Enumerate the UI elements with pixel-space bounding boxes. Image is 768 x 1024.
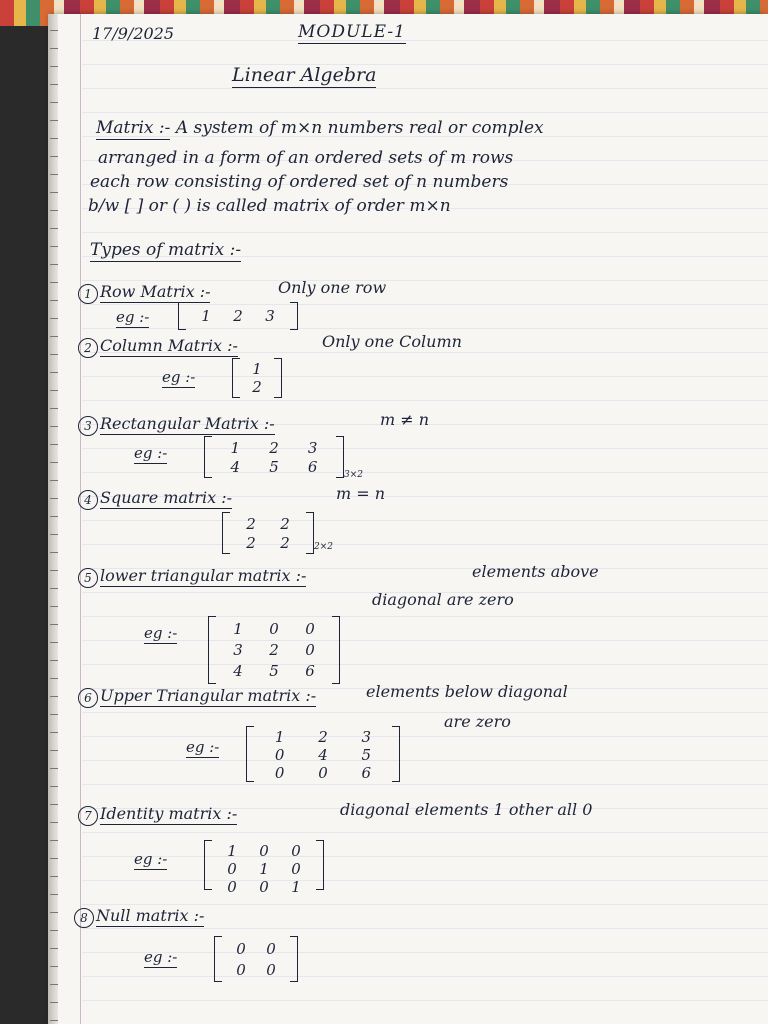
matrix-cell: 0 [227,860,237,878]
matrix-left-bracket [204,840,212,890]
example-label: eg :- [144,948,178,966]
binding-tick [50,282,58,283]
matrix-cell: 0 [236,960,246,979]
matrix-cell: 0 [274,746,285,764]
matrix-right-bracket [336,436,344,478]
ruled-line [82,952,768,953]
type-description-continued: diagonal are zero [372,590,514,609]
matrix-right-bracket [316,840,324,890]
example-label: eg :- [134,444,168,462]
matrix-cell: 2 [233,307,243,325]
binding-tick [50,732,58,733]
binding-tick [50,48,58,49]
matrix-left-bracket [232,358,240,398]
matrix-cells [234,514,302,552]
binding-tick [50,444,58,445]
binding-tick [50,642,58,643]
binding-tick [50,498,58,499]
binding-tick [50,264,58,265]
example-label: eg :- [134,850,168,868]
ruled-line [82,544,768,545]
binding-tick [50,570,58,571]
binding-tick [50,948,58,949]
matrix-left-bracket [222,512,230,554]
binding-tick [50,246,58,247]
matrix-cell: 0 [259,878,269,896]
binding-tick [50,840,58,841]
ruled-line [82,1000,768,1001]
matrix-cell: 1 [291,878,301,896]
type-description-continued: are zero [444,712,511,731]
matrix-cell: 5 [269,457,279,476]
date-text: 17/9/2025 [92,24,175,43]
binding-tick [50,930,58,931]
matrix-cells [220,618,328,682]
type-name: Row Matrix :- [100,282,211,301]
matrix-cell: 0 [305,640,315,659]
binding-tick [50,786,58,787]
matrix-cells [244,360,270,396]
matrix-cell: 2 [280,514,290,533]
definition-line-1: Matrix :- A system of m×n numbers real or complex [96,118,544,138]
binding-tick [50,138,58,139]
binding-tick [50,66,58,67]
binding-tick [50,894,58,895]
matrix-order-subscript: 2×2 [314,542,333,552]
type-description: elements below diagonal [366,682,568,701]
binding-tick [50,462,58,463]
binding-tick [50,336,58,337]
binding-tick [50,174,58,175]
matrix-cell: 5 [361,746,372,764]
ruled-line [82,664,768,665]
binding-tick [50,408,58,409]
example-matrix [204,436,344,478]
matrix-cell: 2 [246,514,256,533]
binding-tick [50,534,58,535]
definition-line-4: b/w [ ] or ( ) is called matrix of order m×n [88,196,451,216]
matrix-right-bracket [274,358,282,398]
matrix-cell: 2 [318,728,328,746]
binding-tick [50,750,58,751]
matrix-cell: 5 [269,662,279,681]
binding-tick [50,588,58,589]
matrix-cell: 3 [307,438,318,457]
binding-tick [50,804,58,805]
binding-tick [50,660,58,661]
matrix-cell: 2 [252,378,262,396]
ruled-line [82,616,768,617]
binding-tick [50,84,58,85]
matrix-cell: 4 [230,457,241,476]
binding-tick [50,390,58,391]
example-matrix [214,936,298,982]
matrix-order-subscript: 3×2 [344,470,363,480]
matrix-cell: 0 [236,939,246,958]
type-name: Identity matrix :- [100,804,238,823]
binding-tick [50,120,58,121]
ruled-line [82,928,768,929]
matrix-left-bracket [178,302,186,330]
example-matrix [222,512,314,554]
type-number-badge: 1 [78,284,98,304]
binding-tick [50,1020,58,1021]
subject-title: Linear Algebra [232,64,377,86]
example-matrix [204,840,324,896]
binding-tick [50,606,58,607]
ruled-line [82,280,768,281]
type-name: lower triangular matrix :- [100,566,307,585]
notebook-binding [48,14,58,1024]
matrix-cell: 2 [269,438,279,457]
module-title: MODULE-1 [298,22,406,42]
binding-tick [50,318,58,319]
matrix-cell: 0 [227,878,237,896]
definition-line-2: arranged in a form of an ordered sets of m rows [98,148,514,168]
type-number-badge: 7 [78,806,98,826]
ruled-line [82,904,768,905]
ruled-line [82,640,768,641]
matrix-cell: 1 [230,438,241,457]
margin-line [80,14,81,1024]
matrix-cell: 0 [259,842,269,860]
matrix-cell: 6 [361,764,372,782]
matrix-cells [190,304,286,328]
matrix-cell: 1 [252,360,262,378]
matrix-cell: 0 [266,939,276,958]
binding-tick [50,552,58,553]
type-name: Upper Triangular matrix :- [100,686,317,705]
binding-tick [50,372,58,373]
binding-tick [50,426,58,427]
matrix-cell: 1 [233,619,243,638]
matrix-left-bracket [214,936,222,982]
ruled-line [82,112,768,113]
matrix-cells [216,842,312,896]
ruled-line [82,856,768,857]
matrix-right-bracket [332,616,340,684]
matrix-right-bracket [290,936,298,982]
matrix-right-bracket [392,726,400,782]
type-name: Square matrix :- [100,488,233,507]
type-number-badge: 2 [78,338,98,358]
ruled-line [82,784,768,785]
type-number-badge: 6 [78,688,98,708]
binding-tick [50,678,58,679]
binding-tick [50,300,58,301]
binding-tick [50,156,58,157]
matrix-cell: 3 [265,307,275,325]
ruled-line [82,40,768,41]
binding-tick [50,1002,58,1003]
matrix-right-bracket [290,302,298,330]
matrix-cells [226,938,286,980]
binding-tick [50,858,58,859]
binding-tick [50,876,58,877]
ruled-line [82,832,768,833]
ruled-line [82,712,768,713]
example-label: eg :- [186,738,220,756]
type-description: elements above [472,562,599,581]
matrix-cell: 1 [259,860,269,878]
ruled-line [82,472,768,473]
binding-tick [50,354,58,355]
example-matrix [246,726,400,782]
matrix-cell: 2 [280,533,290,552]
ruled-line [82,976,768,977]
definition-line-3: each row consisting of ordered set of n numbers [90,172,509,192]
example-label: eg :- [144,624,178,642]
type-number-badge: 5 [78,568,98,588]
binding-tick [50,624,58,625]
matrix-cell: 0 [291,860,301,878]
matrix-cell: 2 [246,533,256,552]
binding-tick [50,696,58,697]
type-name: Rectangular Matrix :- [100,414,275,433]
ruled-line [82,448,768,449]
binding-tick [50,102,58,103]
binding-tick [50,714,58,715]
binding-tick [50,516,58,517]
matrix-cells [258,728,388,780]
binding-tick [50,210,58,211]
definition-term: Matrix :- [96,118,171,138]
type-number-badge: 3 [78,416,98,436]
matrix-cell: 6 [305,662,315,681]
matrix-cell: 1 [274,728,285,746]
binding-tick [50,228,58,229]
ruled-line [82,880,768,881]
matrix-cell: 0 [274,764,285,782]
ruled-line [82,520,768,521]
binding-tick [50,966,58,967]
binding-tick [50,768,58,769]
matrix-right-bracket [306,512,314,554]
matrix-cells [216,438,332,476]
ruled-line [82,760,768,761]
binding-tick [50,30,58,31]
example-matrix [232,358,282,398]
matrix-cell: 0 [318,764,328,782]
binding-tick [50,912,58,913]
matrix-cell: 0 [305,619,315,638]
example-label: eg :- [116,308,150,326]
ruled-line [82,400,768,401]
type-name: Null matrix :- [96,906,205,925]
type-description: Only one Column [322,332,462,351]
type-description: diagonal elements 1 other all 0 [340,800,593,819]
type-name: Column Matrix :- [100,336,238,355]
ruled-line [82,88,768,89]
matrix-cell: 1 [227,842,237,860]
matrix-cell: 0 [266,960,276,979]
binding-tick [50,984,58,985]
matrix-cell: 3 [233,640,243,659]
type-description: m = n [336,484,386,503]
matrix-cell: 2 [269,640,279,659]
matrix-cell: 4 [318,746,328,764]
matrix-cell: 3 [361,728,372,746]
example-matrix [208,616,340,684]
binding-tick [50,192,58,193]
matrix-left-bracket [208,616,216,684]
matrix-left-bracket [204,436,212,478]
matrix-cell: 6 [307,457,318,476]
ruled-line [82,64,768,65]
example-label: eg :- [162,368,196,386]
ruled-line [82,736,768,737]
types-heading: Types of matrix :- [90,240,242,260]
type-number-badge: 4 [78,490,98,510]
ruled-line [82,232,768,233]
binding-tick [50,822,58,823]
type-description: m ≠ n [380,410,430,429]
matrix-cell: 0 [269,619,279,638]
matrix-cell: 0 [291,842,301,860]
type-description: Only one row [278,278,387,297]
binding-tick [50,480,58,481]
matrix-cell: 1 [201,307,211,325]
matrix-cell: 4 [233,662,243,681]
type-number-badge: 8 [74,908,94,928]
example-matrix [178,302,298,330]
matrix-left-bracket [246,726,254,782]
